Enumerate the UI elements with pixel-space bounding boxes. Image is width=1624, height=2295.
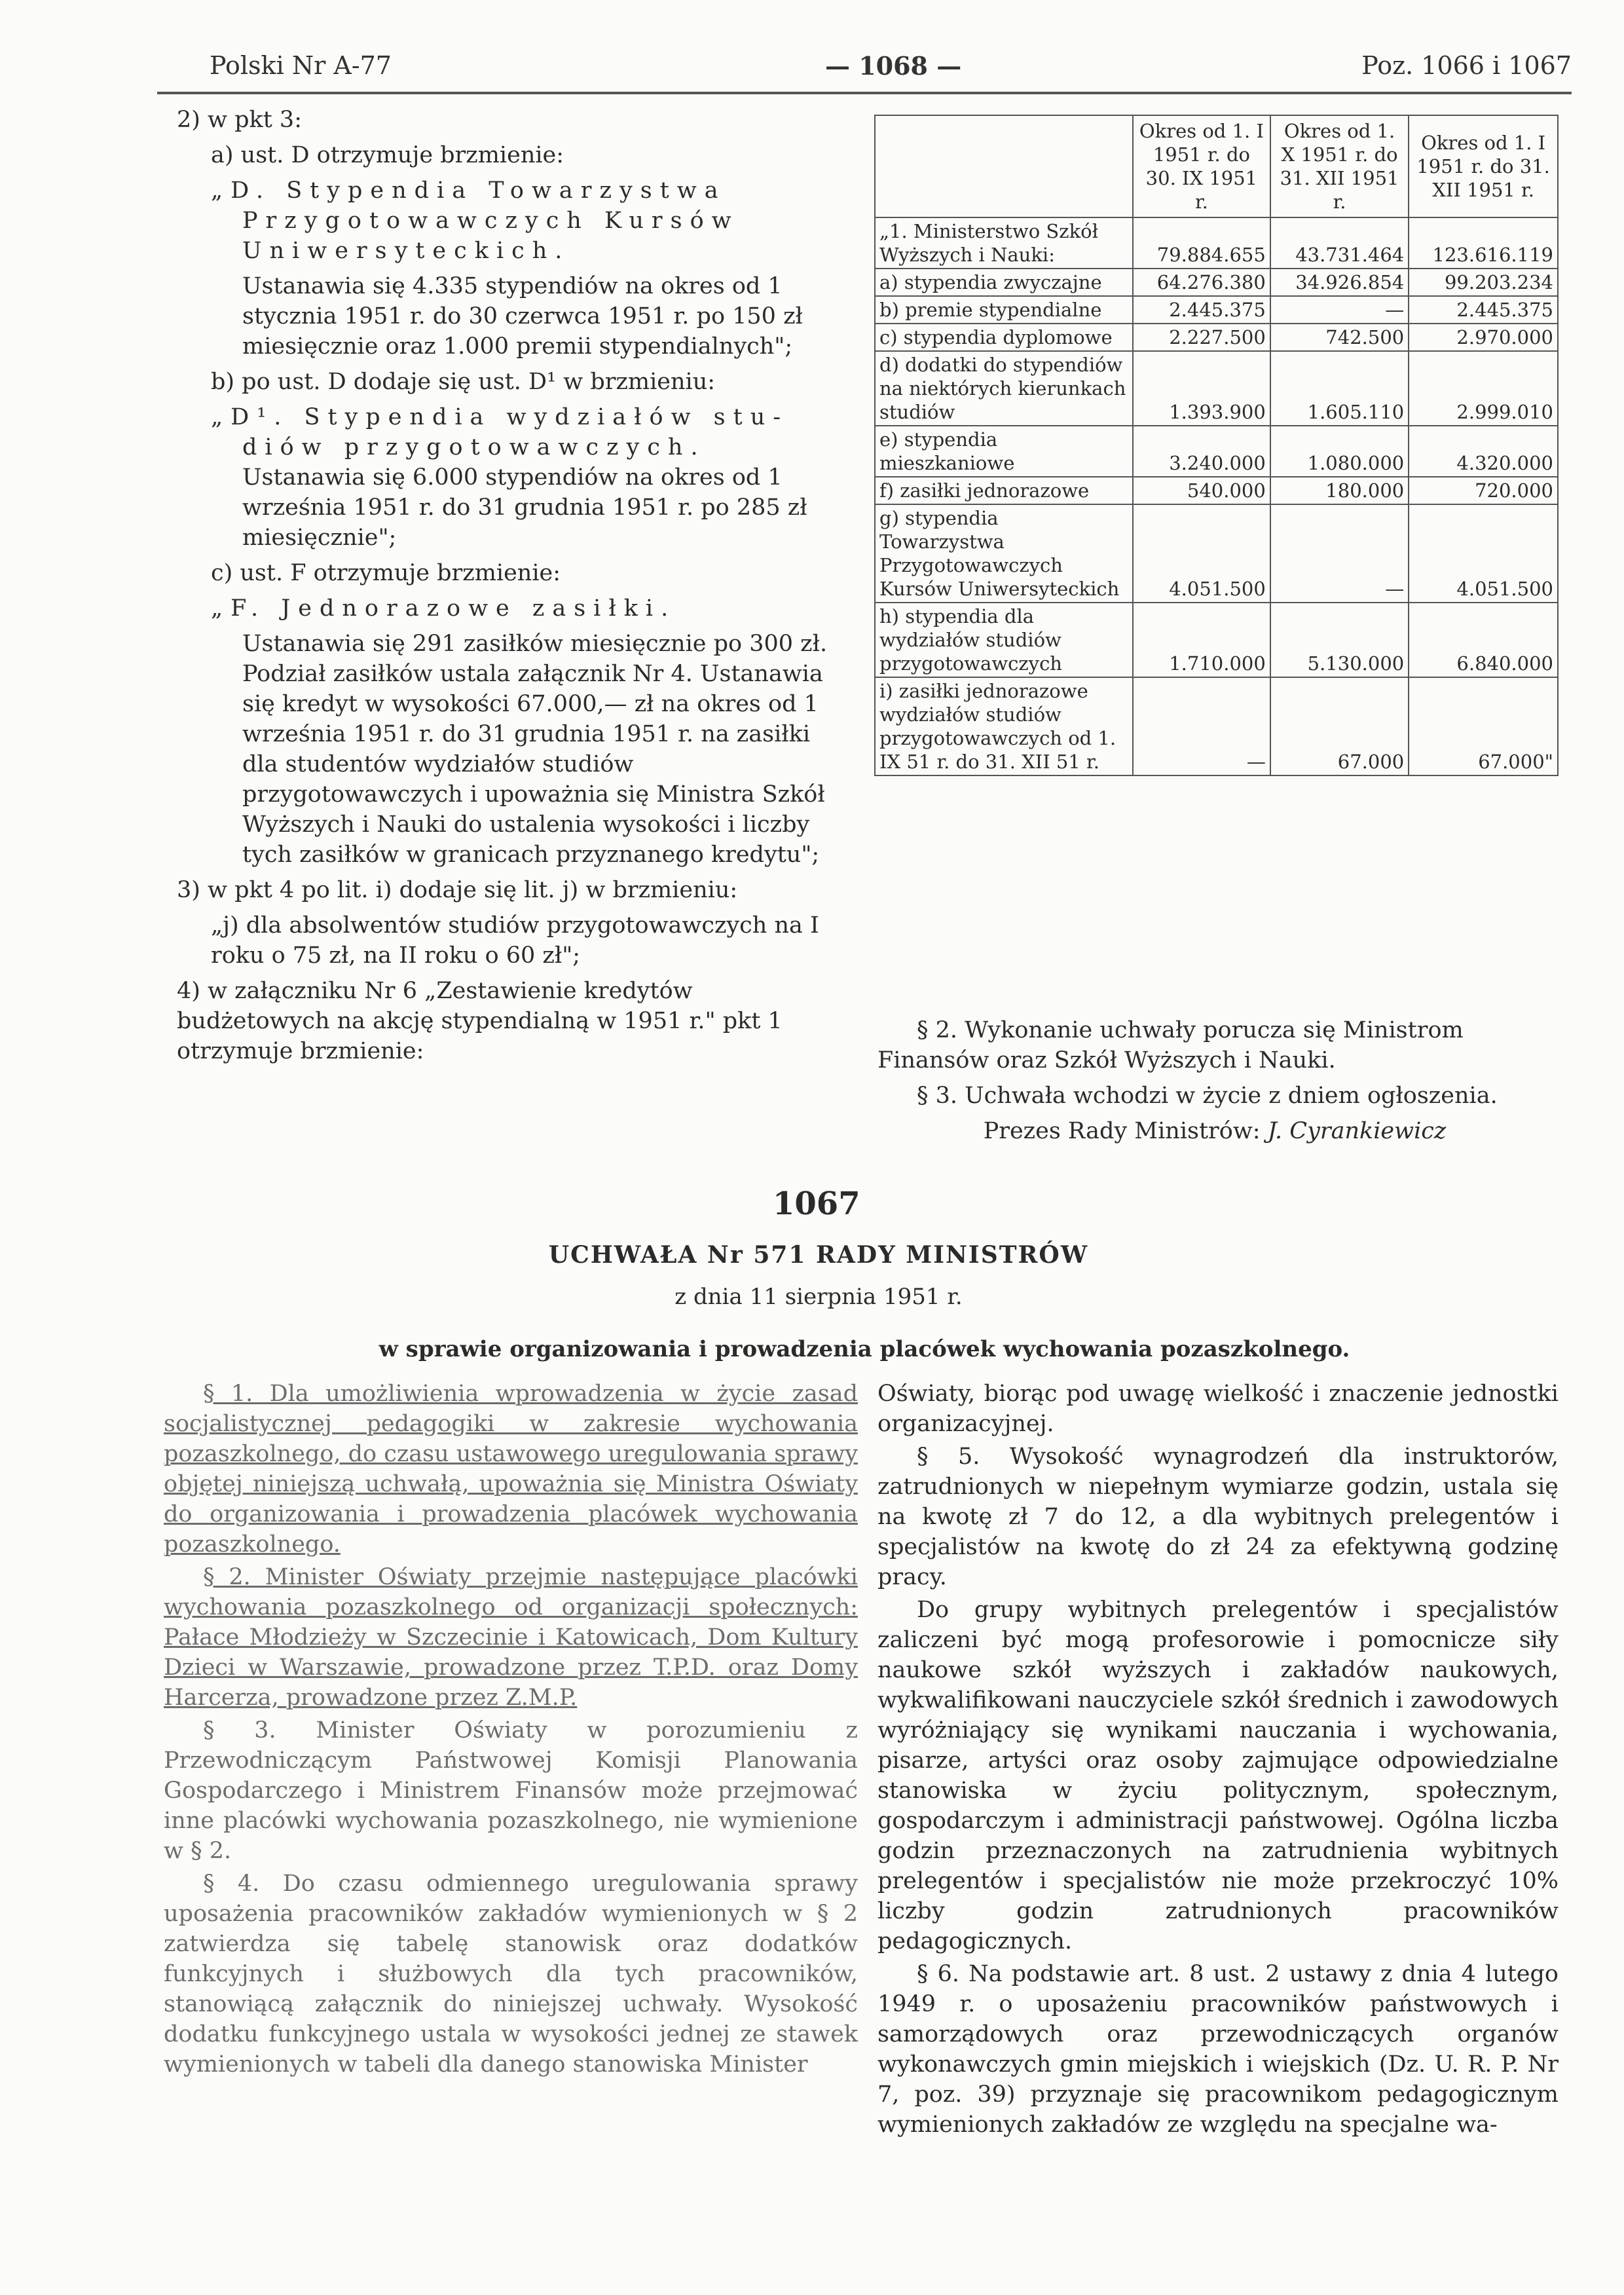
table-row — [875, 296, 1558, 324]
d-title-3: Uniwersyteckich. — [242, 238, 570, 264]
table-cell-amount: 4.051.500 — [1133, 504, 1270, 603]
left-column-amendments — [177, 105, 851, 1072]
table-cell-amount: 1.710.000 — [1133, 603, 1270, 677]
table-row-label: a) stypendia zwyczajne — [875, 269, 1133, 296]
table-row — [875, 603, 1558, 677]
f-text: Ustanawia się 291 zasiłków miesięcznie po 300 zł. Podział zasiłków ustala załącznik Nr 4. Ustanawia się kredyt w wysokości 67.000,— zł na okres od 1 września 1951 r. do 31 grudnia 1951 r. na zasiłki dla studentów wydziałów studiów przygotowawczych i upoważnia się Ministra Szkół Wyższych i Nauki do ustalenia wysokości i liczby tych zasiłków w granicach przyznanego kredytu"; — [242, 631, 828, 868]
table-cell-amount: 2.999.010 — [1409, 351, 1558, 426]
header-journal: Polski Nr A-77 — [210, 51, 392, 80]
table-row — [875, 677, 1558, 775]
table-row-label: g) stypendia Towarzystwa Przygotowawczych Kursów Uniwersyteckich — [875, 504, 1133, 603]
table-row — [875, 477, 1558, 504]
table-cell-amount: — — [1133, 677, 1270, 775]
resolution-date: z dnia 11 sierpnia 1951 r. — [674, 1284, 963, 1310]
table-cell-amount: 742.500 — [1270, 324, 1409, 351]
right-column-closing — [877, 1015, 1552, 1151]
paragraph-s1: § 1. Dla umożliwienia wprowadzenia w życie zasad socjalistycznej pedagogiki w zakresie wychowania pozaszkolnego, do czasu ustawowego uregulowania sprawy objętej niniejszą uchwałą, upoważnia się Ministra Oświaty do organizowania i prowadzenia placówek wychowania pozaszkolnego. — [164, 1381, 858, 1558]
table-cell-amount: 1.605.110 — [1270, 351, 1409, 426]
paragraph-s2: § 2. Wykonanie uchwały porucza się Ministrom Finansów oraz Szkół Wyższych i Nauki. — [877, 1017, 1464, 1073]
d-title-1: „D. Stypendia Towarzystwa — [211, 177, 726, 204]
table-row — [875, 269, 1558, 296]
table-cell-amount: — — [1270, 504, 1409, 603]
resolution-title: UCHWAŁA Nr 571 RADY MINISTRÓW — [548, 1241, 1089, 1269]
header-page-number: — 1068 — — [825, 51, 962, 81]
paragraph-s3-body: § 3. Minister Oświaty w porozumieniu z Przewodniczącym Państwowej Komisji Planowania Gospodarczego i Ministrem Finansów może przejmować inne placówki wychowania pozaszkolnego, nie wymienione w § 2. — [164, 1717, 858, 1864]
paragraph-continuation: Oświaty, biorąc pod uwagę wielkość i znaczenie jednostki organizacyjnej. — [877, 1381, 1559, 1437]
item-b-intro: b) po ust. D dodaje się ust. D¹ w brzmieniu: — [211, 369, 716, 395]
credits-table — [874, 115, 1559, 776]
table-cell-amount: 99.203.234 — [1409, 269, 1558, 296]
table-cell-amount: 64.276.380 — [1133, 269, 1270, 296]
d-title-2: Przygotowawczych Kursów — [242, 208, 739, 234]
table-row — [875, 504, 1558, 603]
table-row-label: „1. Ministerstwo Szkół Wyższych i Nauki: — [875, 217, 1133, 269]
paragraph-s6: § 6. Na podstawie art. 8 ust. 2 ustawy z dnia 4 lutego 1949 r. o uposażeniu pracowników państwowych i samorządowych oraz przewodniczących organów wykonawczych gmin miejskich i wiejskich (Dz. U. R. P. Nr 7, poz. 39) przyznaje się pracownikom pedagogicznym wymienionych zakładów ze względu na specjalne wa- — [877, 1961, 1559, 2138]
table-cell-amount: 720.000 — [1409, 477, 1558, 504]
table-cell-amount: 34.926.854 — [1270, 269, 1409, 296]
table-row — [875, 324, 1558, 351]
paragraph-s2-body: § 2. Minister Oświaty przejmie następujące placówki wychowania pozaszkolnego od organizacji społecznych: Pałace Młodzieży w Szczecinie i Katowicach, Dom Kultury Dzieci w Warszawie, prowadzone przez T.P.D. oraz Domy Harcerza, prowadzone przez Z.M.P. — [164, 1564, 858, 1711]
table-cell-amount: 2.445.375 — [1133, 296, 1270, 324]
table-row-label: h) stypendia dla wydziałów studiów przygotowawczych — [875, 603, 1133, 677]
paragraph-s4-body: § 4. Do czasu odmiennego uregulowania sprawy uposażenia pracowników zakładów wymienionych w § 2 zatwierdza się tabelę stanowisk oraz dodatków funkcyjnych i służbowych dla tych pracowników, stanowiącą załącznik do niniejszej uchwały. Wysokość dodatku funkcyjnego ustala w wysokości jednej ze stawek wymienionych w tabeli dla danego stanowiska Minister — [164, 1871, 858, 2078]
table-header-cell: Okres od 1. I 1951 r. do 31. XII 1951 r. — [1409, 115, 1558, 217]
paragraph-s5-groups: Do grupy wybitnych prelegentów i specjalistów zaliczeni być mogą profesorowie i pomocnicze siły naukowe szkół wyższych i zakładów naukowych, wykwalifikowani nauczyciele szkół średnich i zawodowych wyróżniający się wynikami nauczania i wychowania, pisarze, artyści oraz osoby zajmujące odpowiedzialne stanowiska w życiu politycznym, społecznym, gospodarczym i administracji państwowej. Ogólna liczba godzin przeznaczonych na zatrudnienia wybitnych prelegentów i specjalistów nie może przekroczyć 10% liczby godzin zatrudnionych pracowników pedagogicznych. — [877, 1597, 1559, 1954]
table-cell-amount: 540.000 — [1133, 477, 1270, 504]
table-header-cell — [875, 115, 1133, 217]
header-position: Poz. 1066 i 1067 — [1361, 51, 1572, 80]
table-cell-amount: 67.000" — [1409, 677, 1558, 775]
signature-name: J. Cyrankiewicz — [1267, 1118, 1447, 1144]
resolution-subject: w sprawie organizowania i prowadzenia placówek wychowania pozaszkolnego. — [378, 1336, 1350, 1362]
table-header-row — [875, 115, 1558, 217]
table-cell-amount: 2.227.500 — [1133, 324, 1270, 351]
table-row-label: i) zasiłki jednorazowe wydziałów studiów przygotowawczych od 1. IX 51 r. do 31. XII 51 r. — [875, 677, 1133, 775]
table-cell-amount: — — [1270, 296, 1409, 324]
table-cell-amount: 2.445.375 — [1409, 296, 1558, 324]
table-cell-amount: 6.840.000 — [1409, 603, 1558, 677]
d-text: Ustanawia się 4.335 stypendiów na okres od 1 stycznia 1951 r. do 30 czerwca 1951 r. po 150 zł miesięcznie oraz 1.000 premii stypendialnych"; — [242, 273, 803, 360]
signature-label: Prezes Rady Ministrów: — [983, 1118, 1261, 1144]
table-cell-amount: 180.000 — [1270, 477, 1409, 504]
table-cell-amount: 1.080.000 — [1270, 426, 1409, 477]
table-row — [875, 426, 1558, 477]
f-title: „F. Jednorazowe zasiłki. — [211, 595, 676, 622]
j-text: „j) dla absolwentów studiów przygotowawczych na I roku o 75 zł, na II roku o 60 zł"; — [211, 912, 819, 969]
table-cell-amount: 67.000 — [1270, 677, 1409, 775]
table-row-label: b) premie stypendialne — [875, 296, 1133, 324]
table-cell-amount: 1.393.900 — [1133, 351, 1270, 426]
table-cell-amount: 4.051.500 — [1409, 504, 1558, 603]
table-cell-amount: 4.320.000 — [1409, 426, 1558, 477]
item-a-intro: a) ust. D otrzymuje brzmienie: — [211, 142, 564, 168]
table-cell-amount: 3.240.000 — [1133, 426, 1270, 477]
signature — [877, 1116, 1552, 1146]
table-row-label: e) stypendia mieszkaniowe — [875, 426, 1133, 477]
resolution-number: 1067 — [773, 1185, 860, 1222]
table-header-cell: Okres od 1. I 1951 r. do 30. IX 1951 r. — [1133, 115, 1270, 217]
table-row-label: f) zasiłki jednorazowe — [875, 477, 1133, 504]
table-cell-amount: 43.731.464 — [1270, 217, 1409, 269]
table-row-label: c) stypendia dyplomowe — [875, 324, 1133, 351]
table-cell-amount: 2.970.000 — [1409, 324, 1558, 351]
table-cell-amount: 79.884.655 — [1133, 217, 1270, 269]
item-c-intro: c) ust. F otrzymuje brzmienie: — [211, 560, 561, 586]
body-right-column — [877, 1379, 1559, 2142]
paragraph-s3: § 3. Uchwała wchodzi w życie z dniem ogłoszenia. — [917, 1083, 1498, 1109]
item-4: 4) w załączniku Nr 6 „Zestawienie kredytów budżetowych na akcję stypendialną w 1951 r." pkt 1 otrzymuje brzmienie: — [177, 978, 783, 1064]
table-row — [875, 217, 1558, 269]
page-header — [157, 46, 1572, 94]
d1-title-1: „D¹. Stypendia wydziałów stu- — [211, 404, 789, 430]
table-row — [875, 351, 1558, 426]
item-2: 2) w pkt 3: — [177, 107, 302, 133]
table-cell-amount: 5.130.000 — [1270, 603, 1409, 677]
table-cell-amount: 123.616.119 — [1409, 217, 1558, 269]
item-3: 3) w pkt 4 po lit. i) dodaje się lit. j) w brzmieniu: — [177, 877, 738, 903]
body-left-column — [164, 1379, 858, 2082]
paragraph-s5: § 5. Wysokość wynagrodzeń dla instruktorów, zatrudnionych w niepełnym wymiarze godzin, ustala się na kwotę zł 7 do 12, a dla wybitnych prelegentów i specjalistów na kwotę do zł 24 za efektywną godzinę pracy. — [877, 1444, 1559, 1590]
table-header-cell: Okres od 1. X 1951 r. do 31. XII 1951 r. — [1270, 115, 1409, 217]
d1-text: Ustanawia się 6.000 stypendiów na okres od 1 września 1951 r. do 31 grudnia 1951 r. po 285 zł miesięcznie"; — [242, 464, 807, 551]
d1-title-2: diów przygotowawczych. — [242, 434, 706, 460]
table-row-label: d) dodatki do stypendiów na niektórych kierunkach studiów — [875, 351, 1133, 426]
